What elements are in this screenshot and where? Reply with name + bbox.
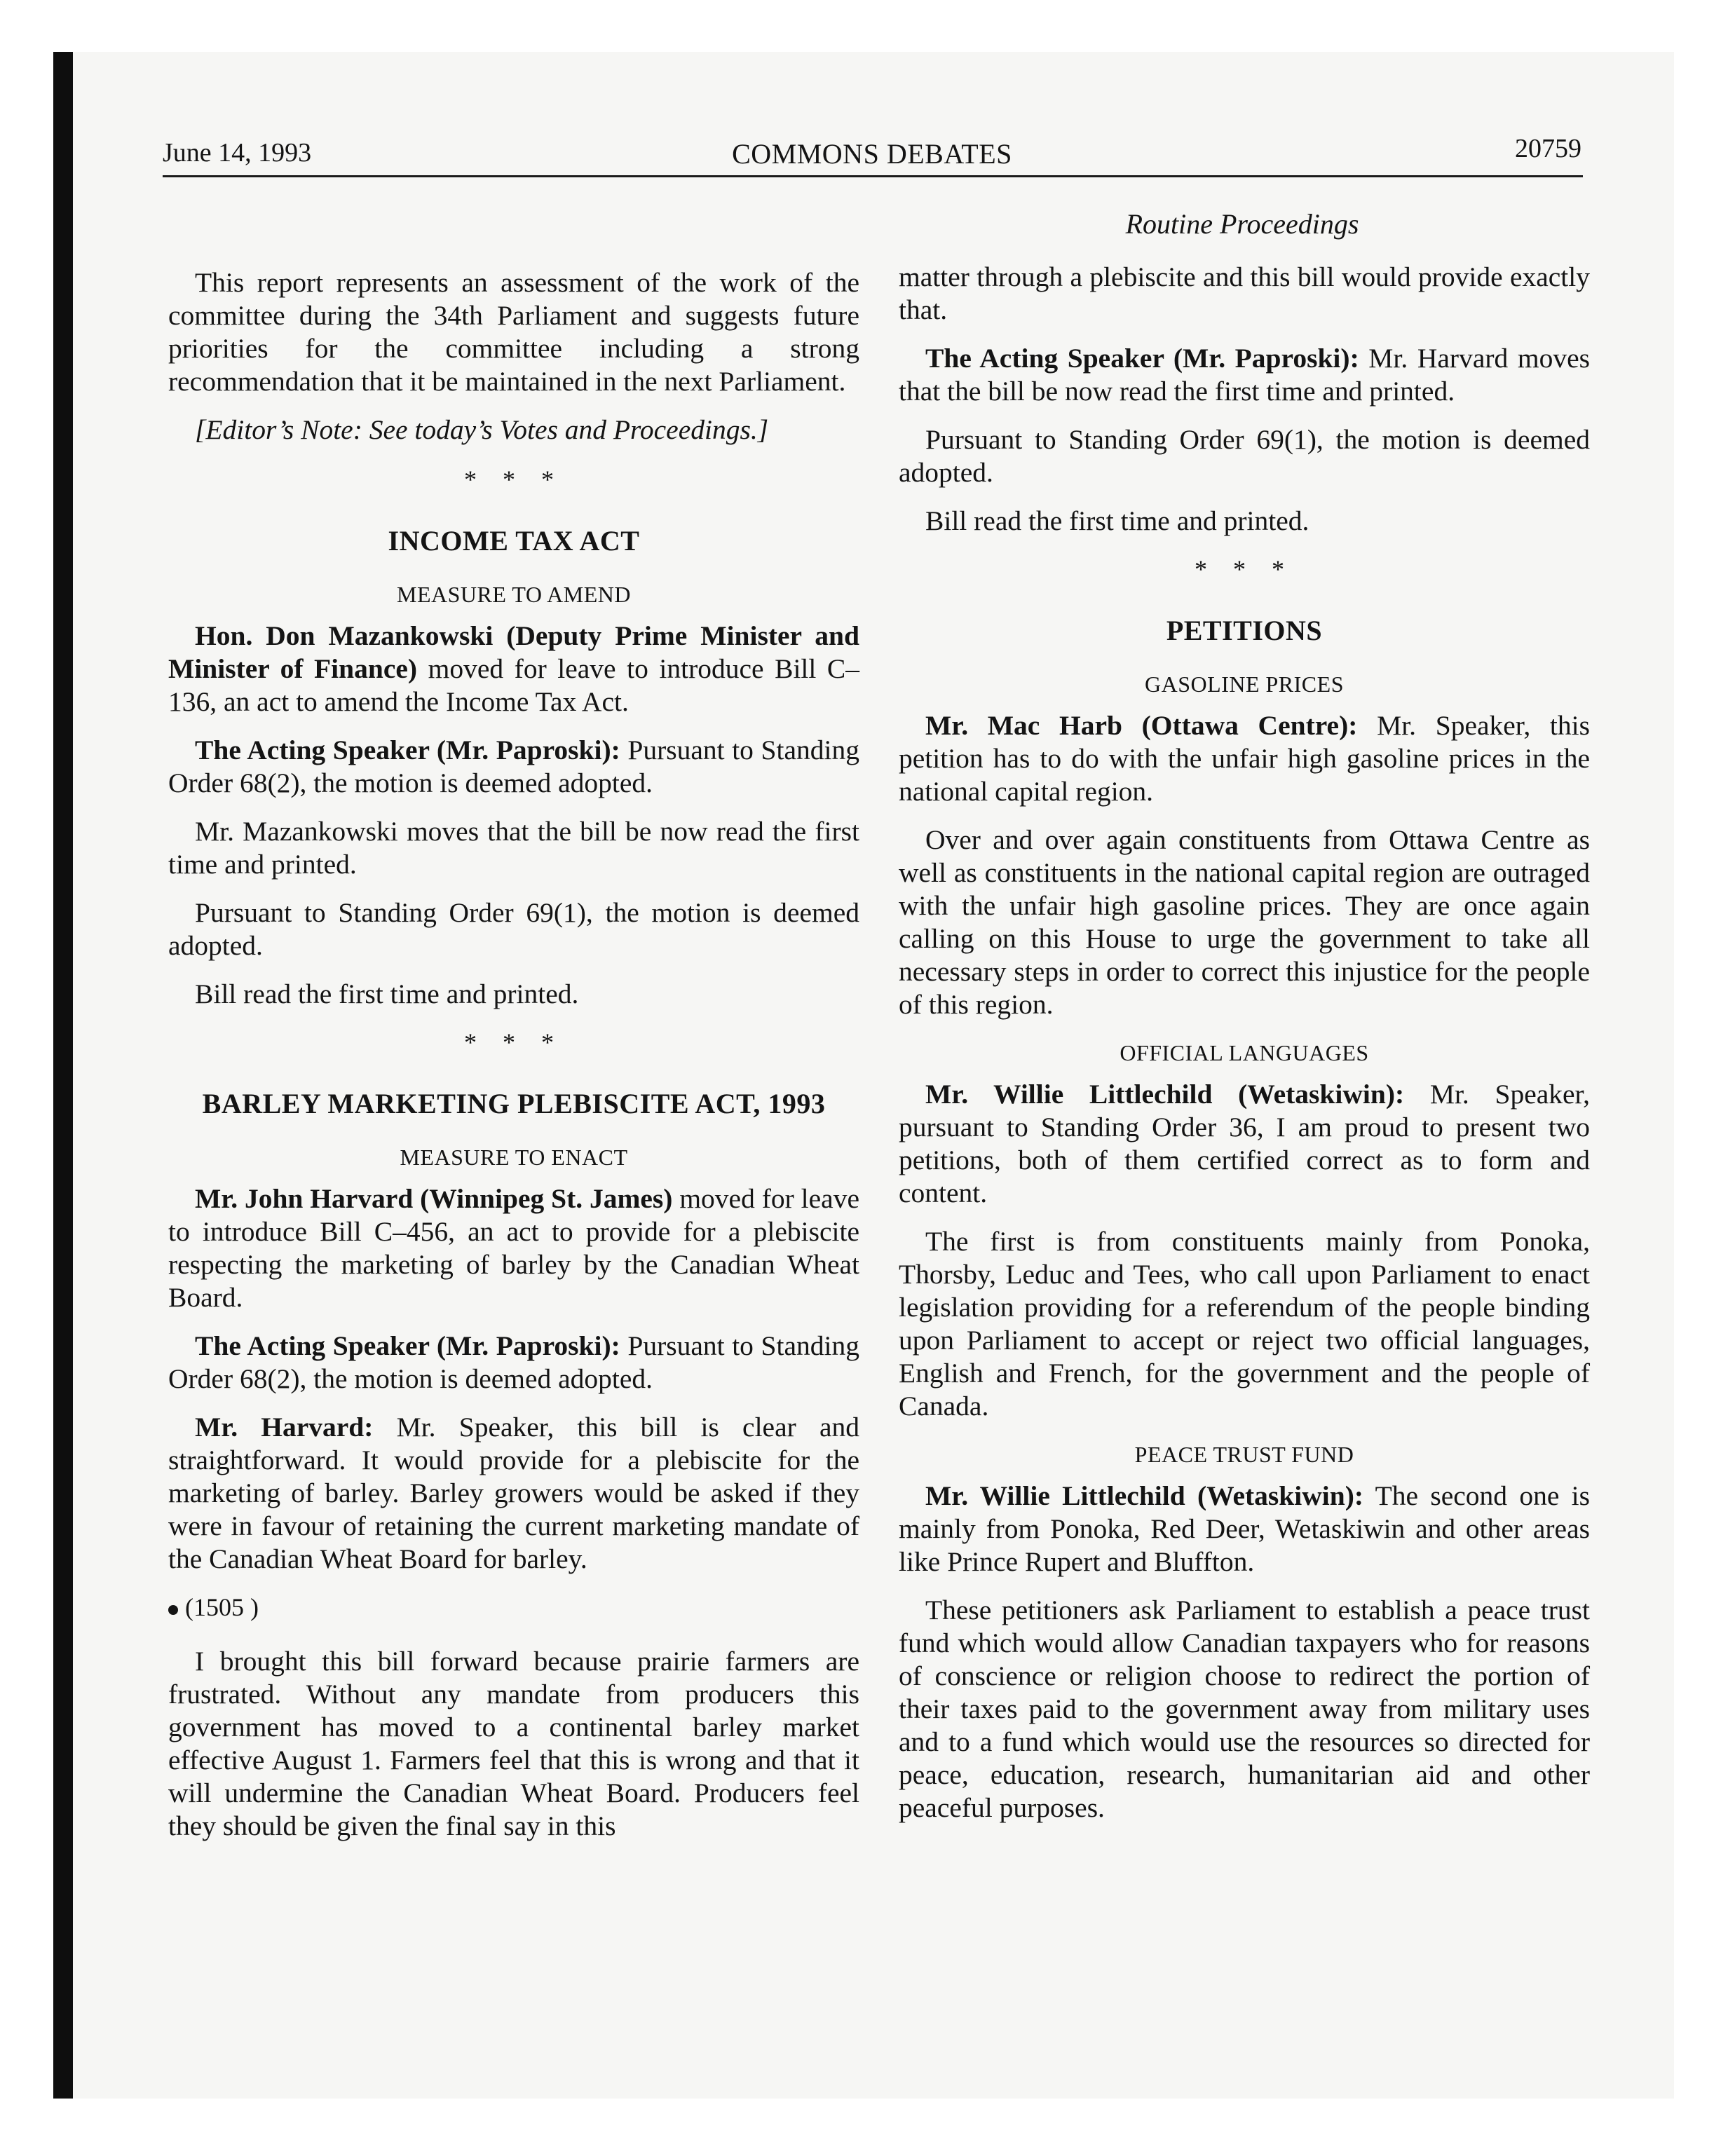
speaker-name: The Acting Speaker (Mr. Paproski):	[195, 735, 620, 765]
paragraph-text: Mr. Speaker, this petition has to do with the unfair high gasoline prices in the national capital region.	[899, 710, 1590, 807]
editor-note: [Editor’s Note: See today’s Votes and Proceedings.]	[195, 414, 769, 445]
speaker-name: Mr. Mac Harb (Ottawa Centre):	[925, 710, 1358, 741]
left-column	[168, 266, 859, 1858]
bullet-icon	[168, 1605, 178, 1615]
speaker-name: Mr. Willie Littlechild (Wetaskiwin):	[925, 1079, 1405, 1110]
report-paragraph: This report represents an assessment of the work of the committee during the 34th Parliament and suggests future priorities for the committee including a strong recommendation that it be maintained in the next Parliament.	[168, 267, 859, 397]
speaker-name: The Acting Speaker (Mr. Paproski):	[195, 1330, 620, 1361]
section-heading-petitions: PETITIONS	[1166, 615, 1323, 646]
subheading-official-languages: OFFICIAL LANGUAGES	[1120, 1040, 1369, 1065]
paragraph-text: The second one is mainly from Ponoka, Red Deer, Wetaskiwin and other areas like Prince Rupert and Bluffton.	[899, 1480, 1590, 1577]
paragraph: Pursuant to Standing Order 69(1), the motion is deemed adopted.	[168, 897, 859, 961]
paragraph-text: Pursuant to Standing Order 68(2), the motion is deemed adopted.	[168, 1330, 859, 1394]
page-header	[163, 134, 1581, 177]
speaker-name: Mr. Willie Littlechild (Wetaskiwin):	[925, 1480, 1364, 1511]
paragraph: Pursuant to Standing Order 69(1), the motion is deemed adopted.	[899, 424, 1590, 488]
paragraph: These petitioners ask Parliament to establish a peace trust fund which would allow Canadian taxpayers who for reasons of conscience or religion choose to redirect the portion of their taxes paid to the government away from military uses and to a fund which would use the resources so directed for peace, education, research, humanitarian aid and other peaceful purposes.	[899, 1595, 1590, 1823]
subheading-peace-trust-fund: PEACE TRUST FUND	[1134, 1442, 1354, 1467]
paragraph	[899, 1078, 1590, 1210]
paragraph	[899, 1480, 1590, 1578]
paragraph-text: Mr. Speaker, this bill is clear and straightforward. It would provide for a plebiscite for the marketing of barley. Barley growers would be asked if they were in favour of retaining the current marketing mandate of the Canadian Wheat Board for barley.	[168, 1412, 859, 1574]
paragraph	[168, 1330, 859, 1396]
paragraph	[899, 342, 1590, 408]
speaker-name: The Acting Speaker (Mr. Paproski):	[925, 343, 1359, 374]
header-rule	[163, 175, 1583, 177]
paragraph	[168, 1182, 859, 1314]
paragraph: The first is from constituents mainly from Ponoka, Thorsby, Leduc and Tees, who call upon Parliament to enact legislation providing for a referendum of the people binding upon Parliament to accept or reject two official languages, English and French, for the government and the people of Canada.	[899, 1226, 1590, 1421]
subject-header: Routine Proceedings	[1125, 208, 1359, 240]
paragraph	[168, 734, 859, 800]
speaker-name: Mr. Harvard:	[195, 1412, 374, 1442]
section-subheading-income-tax: MEASURE TO AMEND	[397, 582, 631, 607]
paragraph: I brought this bill forward because prairie farmers are frustrated. Without any mandate from producers this government has moved to a continental barley market effective August 1. Farmers feel that this is wrong and that it will undermine the Canadian Wheat Board. Producers feel they should be given the final say in this	[168, 1646, 859, 1841]
right-column	[899, 261, 1590, 1840]
paragraph-text: Mr. Speaker, pursuant to Standing Order 36, I am proud to present two petitions, both of them certified correct as to form and content.	[899, 1079, 1590, 1208]
timestamp	[168, 1591, 859, 1624]
speaker-name: Mr. John Harvard (Winnipeg St. James)	[195, 1183, 673, 1214]
paragraph-text: Mr. Harvard moves that the bill be now read the first time and printed.	[899, 343, 1590, 407]
paragraph-text: moved for leave to introduce Bill C–136, an act to amend the Income Tax Act.	[168, 653, 859, 717]
separator: * * *	[1195, 555, 1294, 583]
separator: * * *	[464, 1028, 564, 1056]
paragraph: Mr. Mazankowski moves that the bill be now read the first time and printed.	[168, 816, 859, 880]
header-date: June 14, 1993	[163, 138, 312, 168]
subheading-gasoline-prices: GASOLINE PRICES	[1145, 671, 1344, 697]
paragraph	[168, 1411, 859, 1576]
header-title: COMMONS DEBATES	[732, 138, 1012, 170]
section-heading-barley: BARLEY MARKETING PLEBISCITE ACT, 1993	[202, 1088, 826, 1119]
paragraph: Bill read the first time and printed.	[925, 505, 1309, 536]
section-subheading-barley: MEASURE TO ENACT	[400, 1145, 628, 1170]
scan-edge-shadow	[53, 52, 73, 2099]
paragraph	[899, 709, 1590, 808]
timestamp-text: (1505 )	[185, 1593, 259, 1621]
paragraph-text: moved for leave to introduce Bill C–456, an act to provide for a plebiscite respecting the marketing of barley by the Canadian Wheat Board.	[168, 1183, 859, 1313]
section-heading-income-tax: INCOME TAX ACT	[388, 525, 640, 557]
speaker-name: Hon. Don Mazankowski (Deputy Prime Minister and Minister of Finance)	[168, 620, 859, 684]
header-page-number: 20759	[1515, 134, 1581, 163]
continued-paragraph: matter through a plebiscite and this bill would provide exactly that.	[899, 261, 1590, 325]
paragraph: Bill read the first time and printed.	[195, 978, 579, 1009]
paragraph: Over and over again constituents from Ottawa Centre as well as constituents in the national capital region are outraged with the unfair high gasoline prices. They are once again calling on this House to urge the government to take all necessary steps in order to correct this injustice for the people of this region.	[899, 824, 1590, 1020]
separator: * * *	[464, 465, 564, 493]
paragraph-text: Pursuant to Standing Order 68(2), the motion is deemed adopted.	[168, 735, 859, 798]
paragraph	[168, 620, 859, 718]
